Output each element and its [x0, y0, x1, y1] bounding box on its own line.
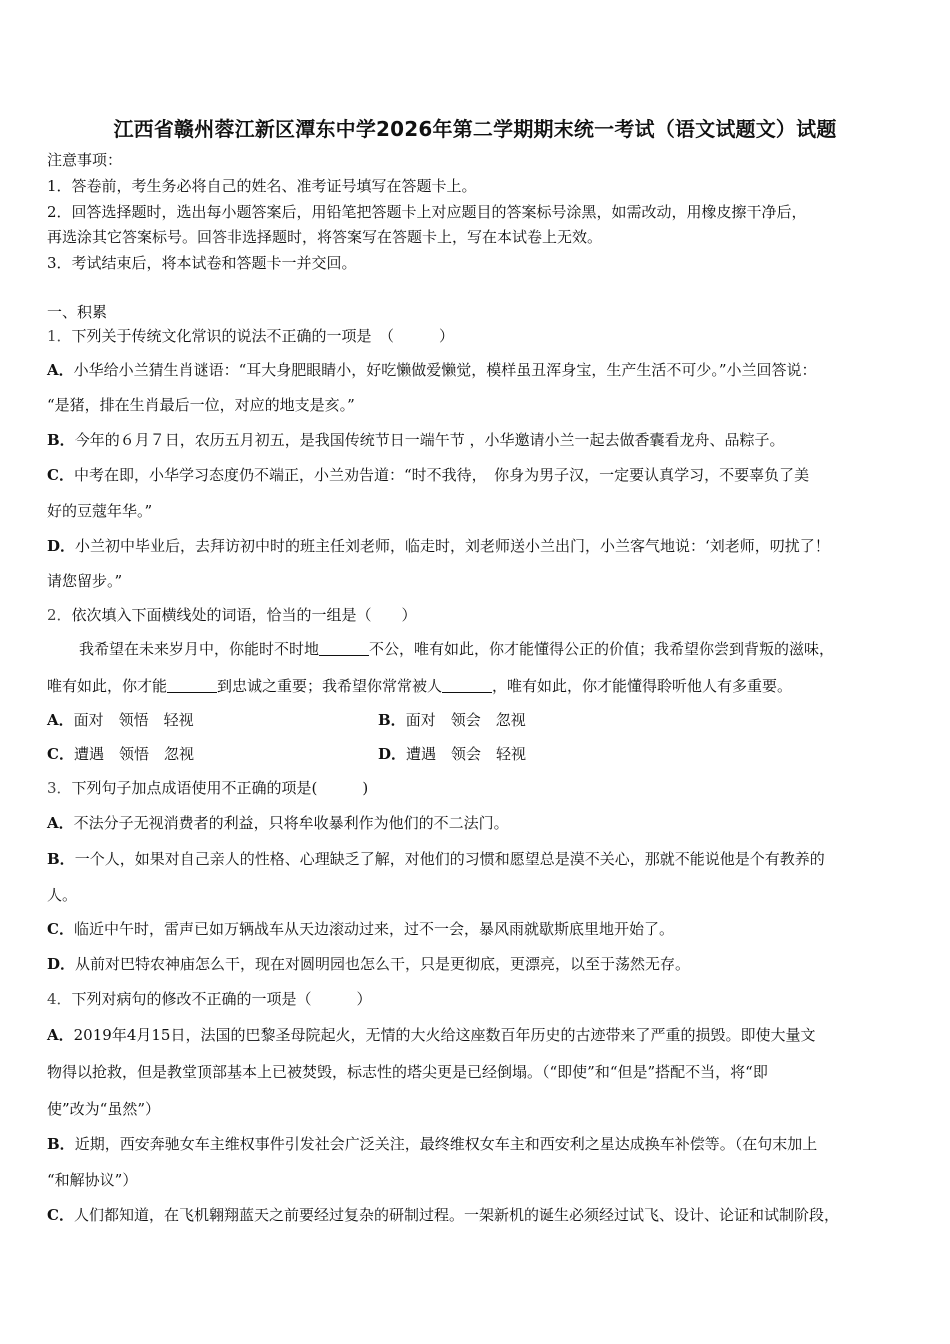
fill-blank	[442, 678, 492, 693]
option-label: C．	[47, 745, 74, 763]
option-label: D．	[47, 537, 76, 555]
q3-option-b	[47, 849, 825, 869]
option-label: B．	[47, 1135, 75, 1153]
notice-item: 1．答卷前，考生务必将自己的姓名、准考证号填写在答题卡上。	[47, 177, 477, 195]
option-text: 从前对巴特农神庙怎么干，现在对圆明园也怎么干，只是更彻底，更漂亮，以至于荡然无存。	[75, 955, 691, 973]
option-text: 人们都知道，在飞机翱翔蓝天之前要经过复杂的研制过程。一架新机的诞生必须经过试飞、设计、论证和试制阶段，	[73, 1206, 839, 1224]
q3-option-c	[47, 919, 674, 939]
page-title: 江西省赣州蓉江新区潭东中学2026年第二学期期末统一考试（语文试题文）试题	[113, 117, 837, 141]
option-text: 一个人，如果对自己亲人的性格、心理缺乏了解，对他们的习惯和愿望总是漠不关心，那就不能说他是个有教养的	[74, 850, 825, 868]
question-text: 下列对病句的修改不正确的一项是（ ）	[71, 990, 372, 1008]
q4-option-b	[47, 1134, 817, 1154]
q3-option-a	[47, 813, 509, 833]
option-text: 近期，西安奔驰女车主维权事件引发社会广泛关注，最终维权女车主和西安利之星达成换车补偿等。（在句末加上	[74, 1135, 818, 1153]
q1-option-a-cont: “是猪，排在生肖最后一位，对应的地支是亥。”	[47, 396, 355, 414]
q1-option-d	[47, 536, 830, 556]
question-1-stem	[47, 326, 454, 346]
section-heading: 一、积累	[47, 303, 108, 321]
passage-text: ，唯有如此，你才能懂得聆听他人有多重要。	[492, 677, 793, 695]
option-label: C．	[47, 920, 74, 938]
option-text: 2019年4月15日，法国的巴黎圣母院起火，无情的大火给这座数百年历史的古迹带来了严重的损毁。即使大量文	[73, 1026, 816, 1044]
notice-item: 3．考试结束后，将本试卷和答题卡一并交回。	[47, 254, 357, 272]
question-number: 1．	[47, 327, 72, 345]
fill-blank	[319, 641, 369, 656]
q4-option-a	[47, 1025, 815, 1045]
option-label: B．	[378, 711, 406, 729]
option-text: 今年的６月７日，农历五月初五，是我国传统节日一端午节 ，小华邀请小兰一起去做香囊看龙舟、品粽子。	[74, 431, 785, 449]
q3-option-b-cont: 人。	[47, 886, 78, 904]
q4-option-a-cont: 物得以抢救，但是教堂顶部基本上已被焚毁，标志性的塔尖更是已经倒塌。（“即使”和“但是”搭配不当，将“即	[47, 1063, 768, 1081]
passage-text: 我希望在未来岁月中，你能时不时地	[79, 640, 320, 658]
q1-option-b	[47, 430, 784, 450]
q1-option-c-cont: 好的豆蔻年华。”	[47, 502, 153, 520]
q2-passage-line	[47, 676, 792, 696]
q2-option-d	[378, 744, 526, 764]
q3-option-d	[47, 954, 690, 974]
question-3-stem	[47, 778, 368, 798]
option-text: 不法分子无视消费者的利益，只将牟收暴利作为他们的不二法门。	[73, 814, 509, 832]
option-label: A．	[47, 1026, 74, 1044]
question-number: 3．	[47, 779, 72, 797]
q4-option-a-cont: 使”改为“虽然”）	[47, 1100, 161, 1118]
option-text: 中考在即，小华学习态度仍不端正，小兰劝告道：“时不我待， 你身为男子汉，一定要认真学习，不要辜负了美	[73, 466, 810, 484]
q4-option-b-cont: “和解协议”）	[47, 1171, 138, 1189]
q2-option-b	[378, 710, 526, 730]
notice-item: 再选涂其它答案标号。回答非选择题时，将答案写在答题卡上，写在本试卷上无效。	[47, 228, 603, 246]
fill-blank	[167, 678, 217, 693]
option-label: A．	[47, 361, 74, 379]
question-number: 2．	[47, 606, 72, 624]
option-label: A．	[47, 711, 74, 729]
question-number: 4．	[47, 990, 72, 1008]
q2-passage-line	[79, 639, 834, 659]
option-label: B．	[47, 850, 75, 868]
q1-option-a	[47, 360, 816, 380]
option-text: 小华给小兰猜生肖谜语：“耳大身肥眼睛小，好吃懒做爱懒觉，模样虽丑浑身宝，生产生活不可少。”小兰回答说：	[73, 361, 817, 379]
passage-text: 唯有如此，你才能	[47, 677, 168, 695]
q1-option-c	[47, 465, 809, 485]
question-text: 下列句子加点成语使用不正确的项是( )	[71, 779, 369, 797]
option-text: 面对 领会 忽视	[405, 711, 526, 729]
option-label: D．	[378, 745, 407, 763]
option-text: 遭遇 领会 轻视	[406, 745, 527, 763]
option-text: 临近中午时，雷声已如万辆战车从天边滚动过来，过不一会，暴风雨就歇斯底里地开始了。	[73, 920, 674, 938]
notice-heading: 注意事项：	[47, 151, 123, 169]
option-label: B．	[47, 431, 75, 449]
q1-option-d-cont: 请您留步。”	[47, 572, 123, 590]
option-text: 面对 领悟 轻视	[73, 711, 194, 729]
q2-option-a	[47, 710, 194, 730]
q2-option-c	[47, 744, 194, 764]
option-label: A．	[47, 814, 74, 832]
option-text: 遭遇 领悟 忽视	[73, 745, 194, 763]
option-label: D．	[47, 955, 76, 973]
option-label: C．	[47, 466, 74, 484]
question-text: 依次填入下面横线处的词语，恰当的一组是（ ）	[71, 606, 417, 624]
notice-item: 2．回答选择题时，选出每小题答案后，用铅笔把答题卡上对应题目的答案标号涂黑，如需改动，用橡皮擦干净后，	[47, 203, 807, 221]
option-label: C．	[47, 1206, 74, 1224]
option-text: 小兰初中毕业后，去拜访初中时的班主任刘老师，临走时，刘老师送小兰出门，小兰客气地说：‘刘老师，叨扰了！	[75, 537, 830, 555]
question-text: 下列关于传统文化常识的说法不正确的一项是 （ ）	[71, 327, 455, 345]
passage-text: 到忠诚之重要；我希望你常常被人	[217, 677, 443, 695]
q4-option-c	[47, 1205, 839, 1225]
question-2-stem	[47, 605, 417, 625]
question-4-stem	[47, 989, 372, 1009]
passage-text: 不公，唯有如此，你才能懂得公正的价值；我希望你尝到背叛的滋味，	[369, 640, 835, 658]
